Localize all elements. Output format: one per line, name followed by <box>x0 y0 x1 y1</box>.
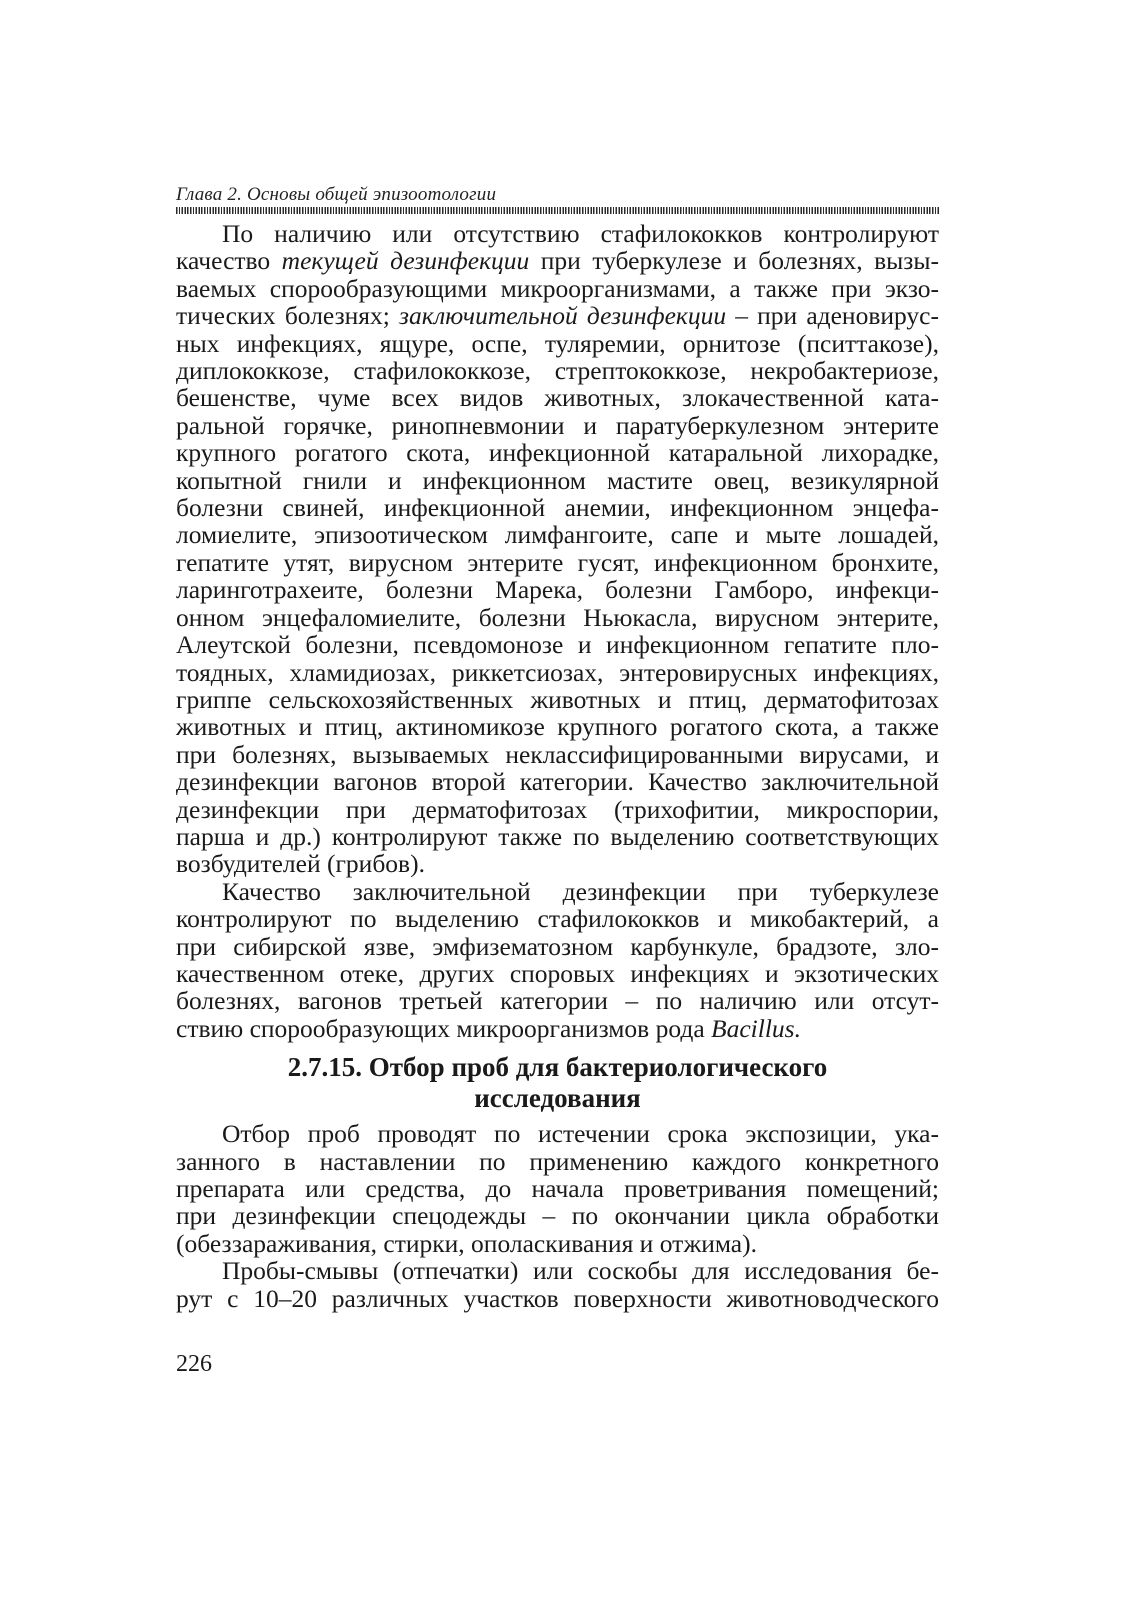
text-line: болезни свиней, инфекционной анемии, инфекционном энцефа- <box>176 493 939 523</box>
text-line: копытной гнили и инфекционном мастите овец, везикулярной <box>176 465 939 495</box>
book-page <box>176 184 939 1312</box>
text-line: ральной горячке, ринопневмонии и паратуберкулезном энтерите <box>176 410 939 440</box>
text-line: бешенстве, чуме всех видов животных, злокачественной ката- <box>176 383 939 413</box>
text-line: ломиелите, эпизоотическом лимфангоите, сапе и мыте лошадей, <box>176 520 939 550</box>
paragraph <box>176 1257 939 1312</box>
section-heading-line: 2.7.15. Отбор проб для бактериологического <box>287 1052 828 1083</box>
text-line: контролируют по выделению стафилококков и микобактерий, а <box>176 904 939 934</box>
text-line: крупного рогатого скота, инфекционной катаральной лихорадке, <box>176 438 939 468</box>
italic-term: текущей дезинфекции <box>281 246 530 276</box>
text-line: качественном отеке, других споровых инфекциях и экзотических <box>176 958 939 988</box>
text-line: парша и др.) контролируют также по выделению соответствующих <box>176 821 939 851</box>
italic-term: заключительной дезинфекции <box>399 301 727 331</box>
text-line: тических болезнях; заключительной дезинфекции – при аденовирус- <box>176 301 939 331</box>
text-line: Качество заключительной дезинфекции при туберкулезе <box>222 876 939 906</box>
text-line: рут с 10–20 различных участков поверхности животноводческого <box>176 1283 939 1313</box>
text-line: занного в наставлении по применению каждого конкретного <box>176 1146 939 1176</box>
text-line: диплококкозе, стафилококкозе, стрептококкозе, некробактериозе, <box>176 356 939 386</box>
text-line: животных и птиц, актиномикозе крупного рогатого скота, а также <box>176 712 939 742</box>
text-line: при дезинфекции спецодежды – по окончании цикла обработки <box>176 1201 939 1231</box>
text-line: По наличию или отсутствию стафилококков контролируют <box>222 219 939 248</box>
text-line: дезинфекции вагонов второй категории. Качество заключительной <box>176 767 939 797</box>
text-line: онном энцефаломиелите, болезни Ньюкасла, вирусном энтерите, <box>176 602 939 632</box>
text-line: Пробы-смывы (отпечатки) или соскобы для исследования бе- <box>222 1256 939 1286</box>
text-line: ваемых спорообразующими микроорганизмами, а также при экзо- <box>176 273 939 303</box>
text-line: возбудителей (грибов). <box>176 849 425 879</box>
text-line: гриппе сельскохозяйственных животных и птиц, дерматофитозах <box>176 684 939 714</box>
text-line: при болезнях, вызываемых неклассифицированными вирусами, и <box>176 739 939 769</box>
paragraph <box>176 1120 939 1257</box>
text-line: Алеутской болезни, псевдомонозе и инфекционном гепатите пло- <box>176 630 939 660</box>
text-line: болезнях, вагонов третьей категории – по наличию или отсут- <box>176 986 939 1016</box>
page-number: 226 <box>176 1351 212 1377</box>
text-line: качество текущей дезинфекции при туберкулезе и болезнях, вызы- <box>176 246 940 276</box>
running-head: Глава 2. Основы общей эпизоотологии <box>176 184 497 205</box>
text-line: тоядных, хламидиозах, риккетсиозах, энтеровирусных инфекциях, <box>176 657 939 687</box>
text-line: ных инфекциях, ящуре, оспе, туляремии, орнитозе (пситтакозе), <box>176 328 939 358</box>
text-line: ствию спорообразующих микроорганизмов рода Bacillus. <box>176 1013 801 1043</box>
text-line: препарата или средства, до начала проветривания помещений; <box>176 1174 939 1203</box>
text-line: (обеззараживания, стирки, ополаскивания и отжима). <box>176 1228 757 1258</box>
text-line: гепатите утят, вирусном энтерите гусят, инфекционном бронхите, <box>176 547 939 577</box>
paragraph <box>176 220 939 878</box>
running-head-rule <box>176 207 939 214</box>
section-heading <box>176 1052 939 1114</box>
text-line: ларинготрахеите, болезни Марека, болезни Гамборо, инфекци- <box>176 575 939 605</box>
text-line: при сибирской язве, эмфизематозном карбункуле, брадзоте, зло- <box>176 931 939 961</box>
italic-term: Bacillus. <box>711 1013 801 1043</box>
paragraph <box>176 878 939 1042</box>
page-body <box>176 220 939 1312</box>
section-heading-line: исследования <box>474 1083 641 1114</box>
text-line: Отбор проб проводят по истечении срока экспозиции, ука- <box>222 1119 939 1149</box>
text-line: дезинфекции при дерматофитозах (трихофитии, микроспории, <box>176 794 939 824</box>
